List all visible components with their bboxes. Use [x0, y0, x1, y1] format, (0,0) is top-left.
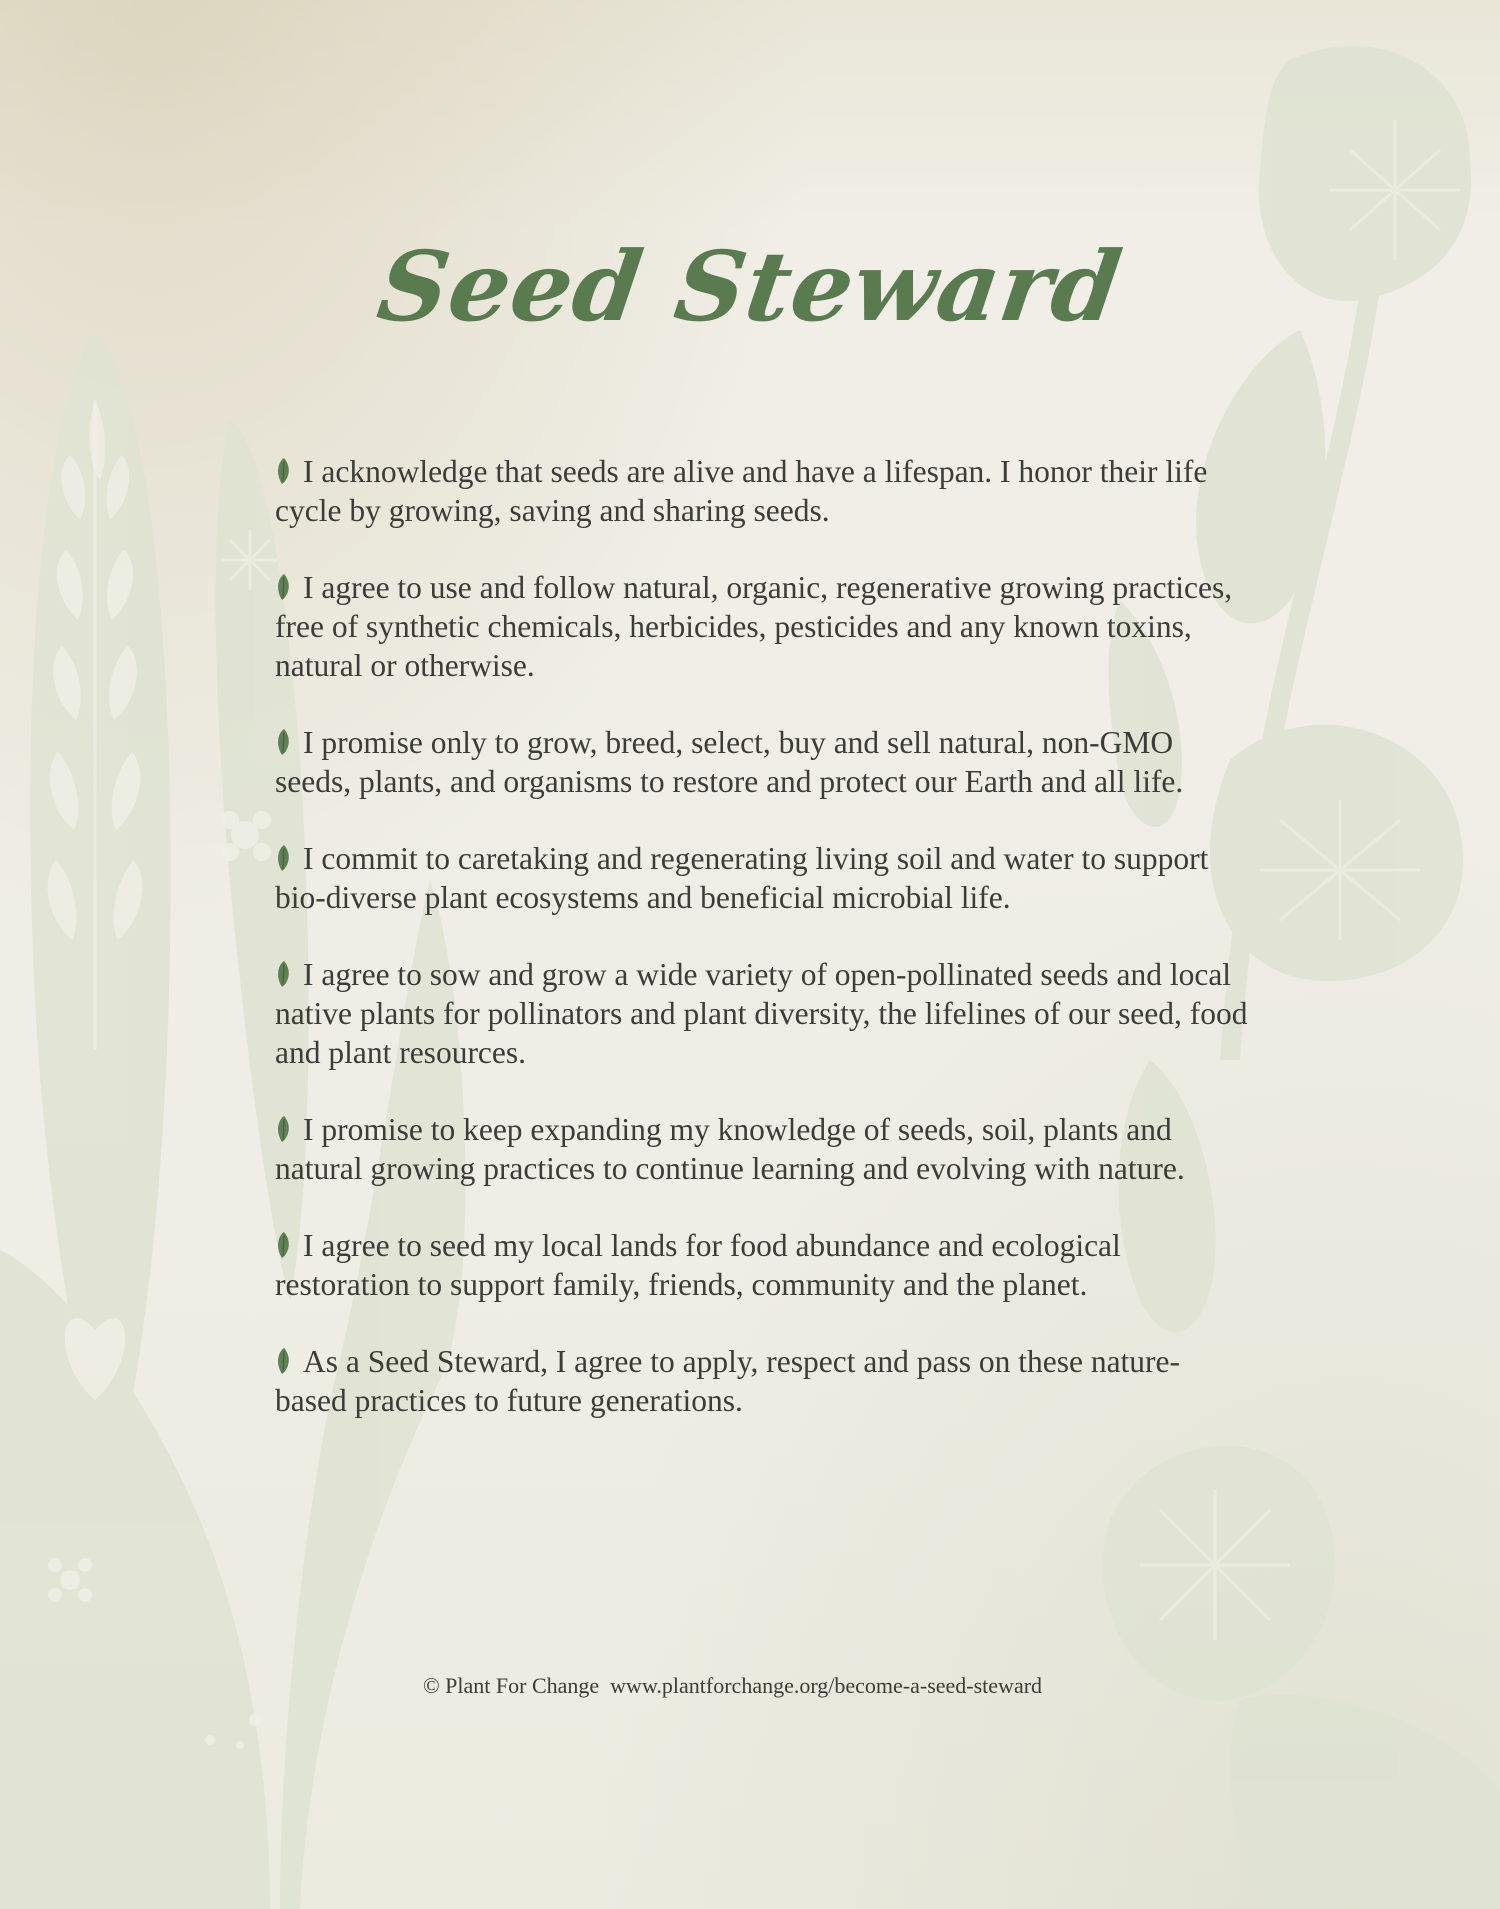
- leaf-icon: [275, 457, 293, 485]
- pledge-text: I agree to sow and grow a wide variety of open-pollinated seeds and local native plants for pollinators and plant diversity, the lifelines of our seed, food and plant resources.: [275, 957, 1248, 1070]
- pledge-text: I acknowledge that seeds are alive and have a lifespan. I honor their life cycle by growing, saving and sharing seeds.: [275, 454, 1208, 528]
- pledge-list: [275, 452, 1250, 1458]
- pledge-text: I promise to keep expanding my knowledge of seeds, soil, plants and natural growing practices to continue learning and evolving with nature.: [275, 1112, 1185, 1186]
- pledge-item: [275, 955, 1250, 1072]
- pledge-text: I agree to seed my local lands for food abundance and ecological restoration to support family, friends, community and the planet.: [275, 1228, 1121, 1302]
- pledge-item: [275, 1110, 1250, 1188]
- page-title: Seed Steward: [371, 230, 1129, 343]
- pledge-text: I agree to use and follow natural, organic, regenerative growing practices, free of synthetic chemicals, herbicides, pesticides and any known toxins, natural or otherwise.: [275, 570, 1233, 683]
- pledge-text: I promise only to grow, breed, select, buy and sell natural, non-GMO seeds, plants, and organisms to restore and protect our Earth and all life.: [275, 725, 1184, 799]
- leaf-icon: [275, 1347, 293, 1375]
- pledge-text: I commit to caretaking and regenerating living soil and water to support bio-diverse plant ecosystems and beneficial microbial life.: [275, 841, 1209, 915]
- leaf-icon: [275, 1115, 293, 1143]
- pledge-item: [275, 723, 1250, 801]
- leaf-icon: [275, 960, 293, 988]
- pledge-text: As a Seed Steward, I agree to apply, respect and pass on these nature-based practices to future generations.: [275, 1344, 1181, 1418]
- pledge-item: [275, 568, 1250, 685]
- pledge-item: [275, 1226, 1250, 1304]
- footer: [0, 1673, 1465, 1699]
- leaf-icon: [275, 1231, 293, 1259]
- pledge-item: [275, 1342, 1250, 1420]
- pledge-item: [275, 452, 1250, 530]
- footer-url-link[interactable]: www.plantforchange.org/become-a-seed-steward: [610, 1673, 1043, 1698]
- copyright-text: © Plant For Change: [422, 1673, 600, 1698]
- leaf-icon: [275, 728, 293, 756]
- leaf-icon: [275, 573, 293, 601]
- leaf-icon: [275, 844, 293, 872]
- pledge-item: [275, 839, 1250, 917]
